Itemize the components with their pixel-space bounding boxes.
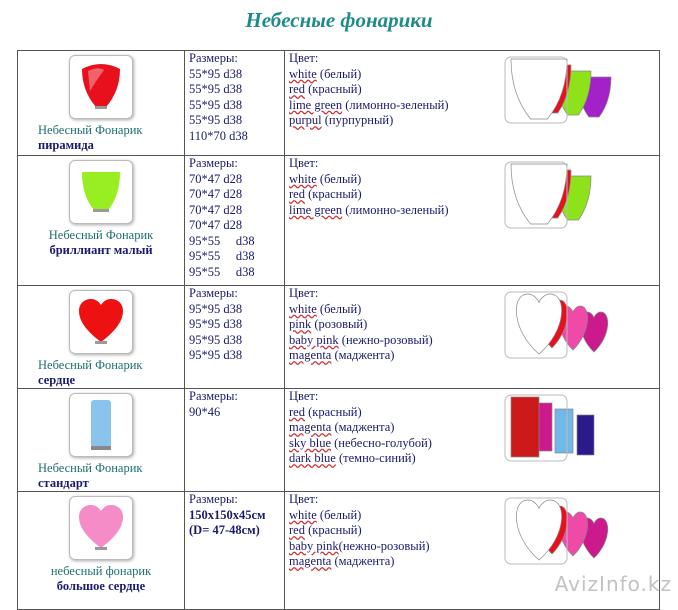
- product-name: Небесный Фонарик: [48, 228, 154, 242]
- color-translation: (нежно-розовый): [338, 332, 433, 347]
- product-table: [17, 50, 660, 610]
- colors-header: Цвет:: [289, 51, 319, 65]
- color-name: baby pink: [289, 538, 339, 553]
- size-value: 55*95 d38: [189, 82, 243, 96]
- color-translation: (маджента): [331, 420, 395, 434]
- sizes-cell: [185, 492, 285, 610]
- colors-header: Цвет:: [289, 156, 319, 170]
- product-row: [18, 51, 660, 156]
- lantern-variants-image: [501, 496, 651, 583]
- color-name: magenta: [289, 554, 332, 568]
- color-translation: (темно-синий): [335, 451, 416, 465]
- color-translation: (красный): [304, 187, 362, 201]
- color-translation: (пурпурный): [321, 113, 394, 127]
- size-value: 95*95 d38: [189, 317, 243, 331]
- sizes-cell: [185, 156, 285, 286]
- color-name: magenta: [289, 348, 332, 362]
- lantern-thumbnail-icon: [69, 496, 133, 560]
- page-title: Небесные фонарики: [245, 8, 433, 32]
- sizes-cell: [185, 389, 285, 492]
- size-value: 110*70 d38: [189, 128, 248, 143]
- size-value: 55*95 d38: [189, 113, 243, 127]
- size-value: 90*46: [189, 404, 221, 419]
- size-value: 95*55 d38: [189, 233, 255, 248]
- lantern-variants-image: [501, 160, 651, 247]
- lantern-thumbnail-icon: [69, 55, 133, 119]
- color-translation: (белый): [316, 66, 362, 81]
- color-translation: (красный): [304, 82, 362, 96]
- size-value: 95*95 d38: [189, 348, 243, 362]
- color-name: white: [289, 301, 317, 316]
- color-name: baby pink: [289, 332, 339, 347]
- product-row: [18, 156, 660, 286]
- product-name: Небесный Фонарик: [38, 358, 143, 372]
- color-translation: (небесно-голубой): [331, 435, 432, 450]
- color-name: white: [289, 66, 317, 81]
- size-value: 150x150x45см: [189, 507, 266, 522]
- colors-cell: [285, 51, 660, 156]
- lantern-thumbnail-icon: [69, 290, 133, 354]
- color-translation: (нежно-розовый): [338, 538, 430, 553]
- color-translation: (белый): [316, 171, 362, 186]
- sizes-header: Размеры:: [189, 156, 238, 170]
- size-value: 95*95 d38: [189, 301, 243, 316]
- product-name: небесный фонарик: [50, 564, 152, 578]
- lantern-variants-image: [501, 55, 651, 142]
- color-translation: (красный): [304, 523, 362, 537]
- color-name: red: [289, 187, 305, 201]
- color-translation: (маджента): [331, 348, 395, 362]
- color-name: red: [289, 404, 305, 419]
- color-translation: (красный): [304, 404, 362, 419]
- product-row: [18, 389, 660, 492]
- product-cell: [18, 389, 185, 492]
- color-translation: (лимонно-зеленый): [342, 202, 449, 217]
- lantern-variants-image: [501, 290, 651, 377]
- color-name: magenta: [289, 420, 332, 434]
- color-name: lime green: [289, 202, 343, 217]
- product-type: пирамида: [38, 138, 94, 152]
- size-value: 95*55 d38: [189, 249, 255, 263]
- colors-cell: [285, 389, 660, 492]
- color-name: sky blue: [289, 435, 332, 450]
- size-value: 70*47 d28: [189, 202, 243, 217]
- lantern-thumbnail-icon: [69, 160, 133, 224]
- color-translation: (розовый): [311, 317, 368, 331]
- size-value: 95*95 d38: [189, 332, 243, 347]
- colors-cell: [285, 156, 660, 286]
- watermark: AvizInfo.kz: [554, 572, 672, 596]
- product-cell: [18, 51, 185, 156]
- product-row: [18, 286, 660, 389]
- color-name: lime green: [289, 97, 343, 112]
- color-name: pink: [289, 317, 312, 331]
- color-name: white: [289, 507, 317, 522]
- color-name: purpul: [289, 113, 322, 127]
- color-name: dark blue: [289, 451, 336, 465]
- colors-header: Цвет:: [289, 492, 319, 506]
- colors-header: Цвет:: [289, 389, 319, 403]
- product-type: сердце: [38, 373, 76, 387]
- product-type: большое сердце: [56, 579, 146, 593]
- sizes-cell: [185, 51, 285, 156]
- color-name: red: [289, 523, 305, 537]
- color-name: white: [289, 171, 317, 186]
- size-value: 55*95 d38: [189, 66, 243, 81]
- lantern-0: [511, 397, 539, 457]
- color-translation: (белый): [316, 301, 362, 316]
- color-name: red: [289, 82, 305, 96]
- product-type: стандарт: [38, 476, 89, 490]
- sizes-header: Размеры:: [189, 51, 238, 65]
- product-cell: [18, 156, 185, 286]
- lantern-variants-image: [501, 393, 651, 480]
- product-name: Небесный Фонарик: [38, 461, 143, 475]
- sizes-cell: [185, 286, 285, 389]
- sizes-header: Размеры:: [189, 286, 238, 300]
- size-value: 70*47 d28: [189, 187, 243, 201]
- size-value: (D= 47-48см): [189, 523, 260, 537]
- colors-header: Цвет:: [289, 286, 319, 300]
- sizes-header: Размеры:: [189, 389, 238, 403]
- size-value: 70*47 d28: [189, 218, 243, 232]
- size-value: 70*47 d28: [189, 171, 243, 186]
- product-cell: [18, 492, 185, 610]
- product-type: бриллиант малый: [49, 243, 153, 257]
- size-value: 55*95 d38: [189, 97, 243, 112]
- color-translation: (лимонно-зеленый): [342, 97, 449, 112]
- color-translation: (маджента): [331, 554, 395, 568]
- color-translation: (белый): [316, 507, 362, 522]
- product-name: Небесный Фонарик: [38, 123, 143, 137]
- lantern-thumbnail-icon: [69, 393, 133, 457]
- colors-cell: [285, 286, 660, 389]
- size-value: 95*55 d38: [189, 264, 255, 279]
- lantern-3: [577, 415, 594, 455]
- product-cell: [18, 286, 185, 389]
- lantern-2: [555, 409, 573, 453]
- sizes-header: Размеры:: [189, 492, 238, 506]
